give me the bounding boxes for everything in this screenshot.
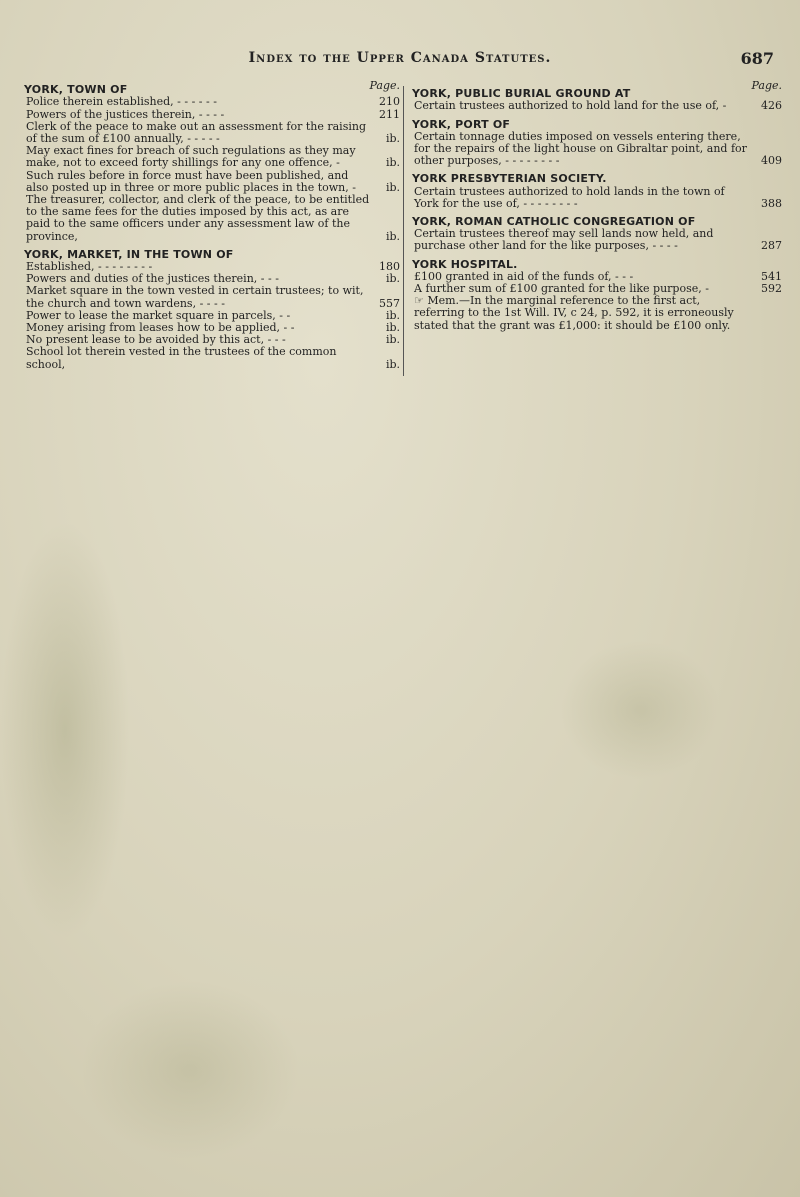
index-entry — [24, 194, 400, 243]
entry-page-ref: 426 — [761, 99, 782, 113]
entry-text: Police therein established, - - - - - - — [26, 95, 217, 109]
entry-page-ref: 557 — [379, 296, 400, 310]
index-entry — [412, 100, 782, 112]
entry-page-ref: ib. — [385, 156, 400, 170]
index-entry — [412, 131, 782, 168]
entry-page-ref: 180 — [379, 260, 400, 274]
index-entry — [24, 170, 400, 194]
entry-page-ref: ib. — [385, 180, 400, 194]
entry-text: Money arising from leases how to be applied, - - — [26, 321, 295, 335]
section-heading: YORK, PUBLIC BURIAL GROUND AT — [412, 87, 631, 101]
entry-text: Powers of the justices therein, - - - - — [26, 107, 225, 121]
entry-page-ref: ib. — [385, 308, 400, 322]
entry-page-ref: 210 — [379, 95, 400, 109]
section-heading: YORK, ROMAN CATHOLIC CONGREGATION OF — [412, 215, 696, 229]
page-column-label: Page. — [751, 79, 782, 92]
index-entry — [24, 346, 400, 370]
section-heading: YORK, MARKET, IN THE TOWN OF — [24, 247, 234, 261]
entry-page-ref: 541 — [761, 269, 782, 283]
entry-text: Certain trustees authorized to hold lands in the town of York for the use of, - - - - - - - - — [414, 184, 725, 210]
entry-page-ref: 211 — [379, 107, 400, 121]
entry-page-ref: 388 — [761, 196, 782, 210]
index-entry — [24, 145, 400, 169]
entry-text: A further sum of £100 granted for the like purpose, - — [414, 282, 709, 296]
index-entry — [24, 96, 400, 108]
column-divider — [403, 86, 404, 376]
section-heading: YORK PRESBYTERIAN SOCIETY. — [412, 172, 607, 186]
entry-page-ref: ib. — [385, 321, 400, 335]
entry-text: Established, - - - - - - - - — [26, 260, 153, 274]
foxing-stain — [560, 640, 720, 780]
section-heading: YORK, PORT OF — [412, 117, 511, 131]
foxing-stain — [80, 980, 300, 1160]
entry-text: The treasurer, collector, and clerk of the peace, to be entitled to the same fees for the duties imposed by this act, as are paid to the same officers under any assessment law of the province, — [26, 193, 370, 243]
memo-note — [412, 295, 782, 332]
running-title: Index to the Upper Canada Statutes. — [248, 50, 552, 66]
entry-page-ref: ib. — [385, 272, 400, 286]
entry-text: Power to lease the market square in parcels, - - — [26, 308, 291, 322]
left-column — [24, 80, 400, 371]
entry-text: School lot therein vested in the trustees of the common school, — [26, 345, 337, 371]
entry-text: Certain trustees authorized to hold land for the use of, - — [414, 99, 727, 113]
index-entry — [24, 285, 400, 309]
entry-text: Market square in the town vested in certain trustees; to wit, the church and town wardens, - - - - — [26, 284, 364, 310]
index-entry — [412, 186, 782, 210]
entry-text: Certain trustees thereof may sell lands now held, and purchase other land for the like purposes, - - - - — [414, 227, 714, 253]
foxing-stain — [0, 520, 130, 940]
page-column-label: Page. — [369, 79, 400, 92]
index-entry — [412, 228, 782, 252]
section-heading: YORK HOSPITAL. — [412, 257, 518, 271]
right-column — [412, 80, 782, 332]
memo-text: ☞ Mem.—In the marginal reference to the first act, referring to the 1st Will. IV, c 24, p. 592, it is erroneously stated that the grant was £1,000: it should be £100 only. — [414, 294, 734, 332]
entry-page-ref: ib. — [385, 357, 400, 371]
entry-text: £100 granted in aid of the funds of, - - - — [414, 269, 634, 283]
index-entry — [24, 121, 400, 145]
page-number: 687 — [740, 49, 774, 68]
section-heading: YORK, TOWN OF — [24, 83, 128, 97]
entry-page-ref: ib. — [385, 229, 400, 243]
entry-page-ref: ib. — [385, 333, 400, 347]
entry-page-ref: 287 — [761, 239, 782, 253]
entry-page-ref: 409 — [761, 154, 782, 168]
entry-text: Clerk of the peace to make out an assessment for the raising of the sum of £100 annually, - - - - - — [26, 119, 366, 146]
entry-text: May exact fines for breach of such regulations as they may make, not to exceed forty shillings for any one offence, - — [26, 144, 356, 170]
entry-text: Such rules before in force must have been published, and also posted up in three or more public places in the town, - — [26, 168, 356, 194]
entry-text: Powers and duties of the justices therein, - - - — [26, 272, 279, 286]
entry-page-ref: ib. — [385, 132, 400, 146]
entry-page-ref: 592 — [761, 282, 782, 296]
entry-text: No present lease to be avoided by this act, - - - — [26, 333, 286, 347]
index-entry — [24, 109, 400, 121]
entry-text: Certain tonnage duties imposed on vessels entering there, for the repairs of the light house on Gibraltar point, and for other purposes, - - - - - - - - — [414, 129, 747, 168]
